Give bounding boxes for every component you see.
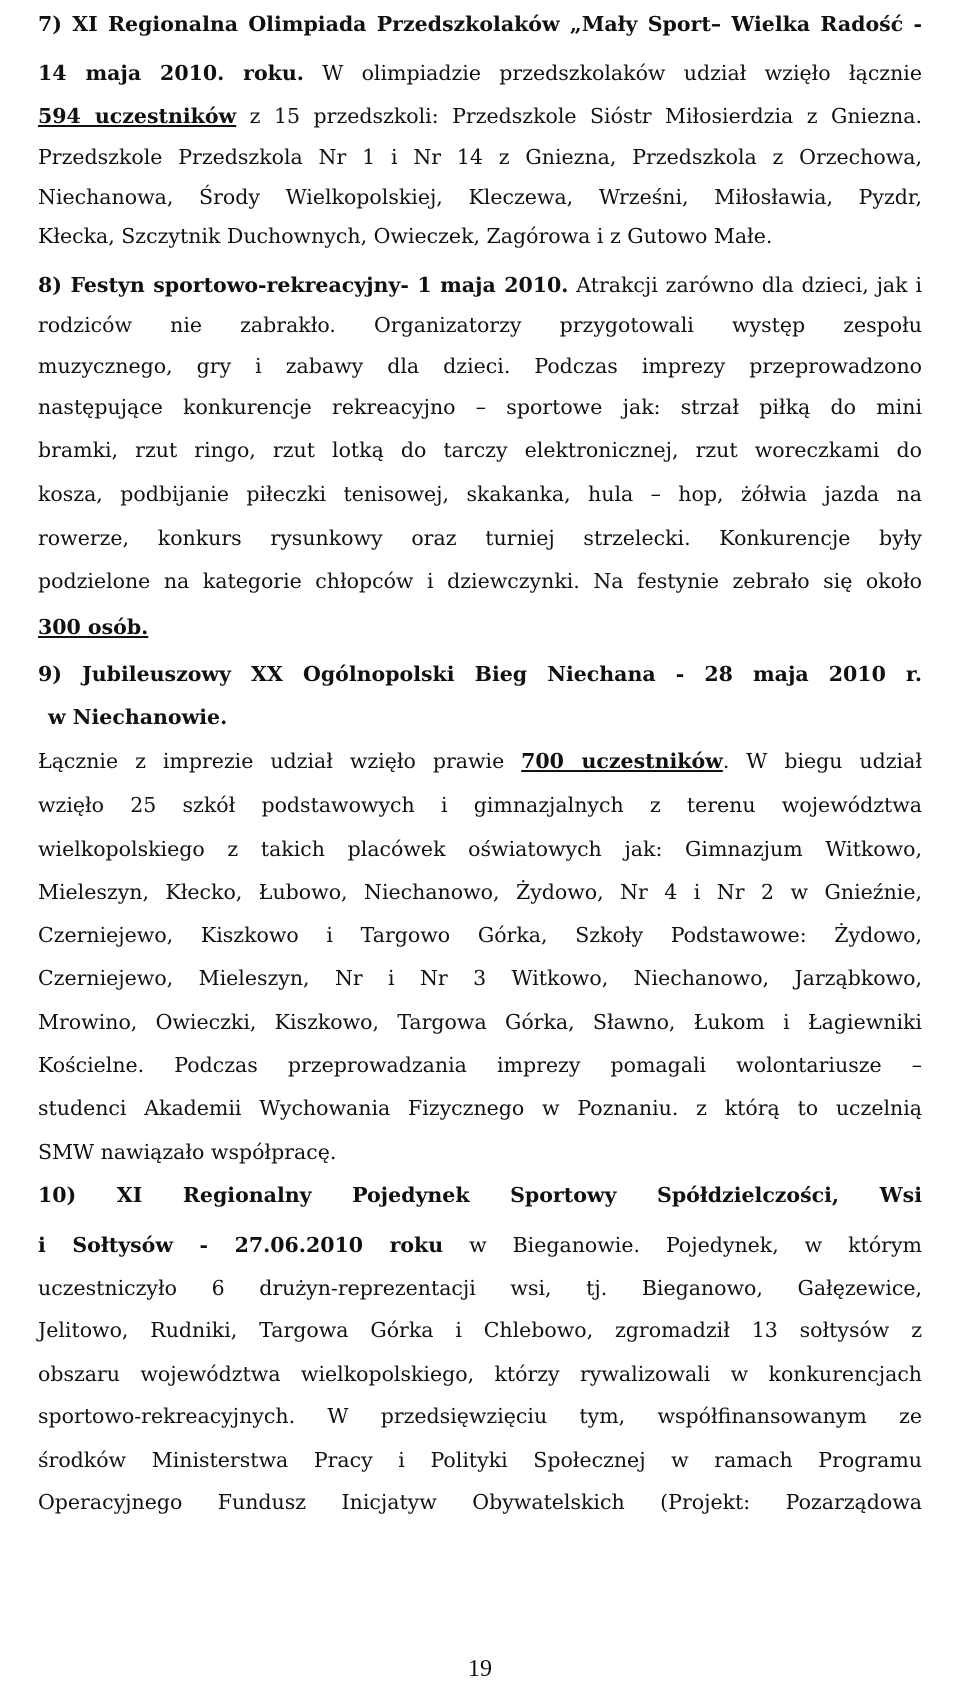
text-run: Czerniejewo, Mieleszyn, Nr i Nr 3 Witkowo, Niechanowo, Jarząbkowo, (38, 966, 922, 990)
text-line (38, 613, 922, 641)
text-run: rowerze, konkurs rysunkowy oraz turniej strzelecki. Konkurencje były (38, 526, 922, 550)
page-number: 19 (468, 1656, 492, 1682)
text-line (38, 1008, 922, 1036)
text-run: Operacyjnego Fundusz Inicjatyw Obywatelskich (Projekt: Pozarządowa (38, 1490, 922, 1514)
text-run: środków Ministerstwa Pracy i Polityki Społecznej w ramach Programu (38, 1448, 922, 1472)
text-line (38, 791, 922, 819)
bold-underlined-text: 300 osób. (38, 615, 149, 639)
bold-text: 9) Jubileuszowy XX Ogólnopolski Bieg Niechana - 28 maja 2010 r. (38, 662, 922, 686)
text-line (38, 1231, 922, 1259)
text-run: . W biegu udział (722, 749, 922, 773)
bold-text: w Niechanowie. (48, 705, 228, 729)
text-run: Jelitowo, Rudniki, Targowa Górka i Chlebowo, zgromadził 13 sołtysów z (38, 1318, 922, 1342)
text-line (38, 921, 922, 949)
bold-underlined-text: 594 uczestników (38, 104, 237, 128)
text-line (38, 102, 922, 130)
text-run: rodziców nie zabrakło. Organizatorzy przygotowali występ zespołu (38, 313, 922, 337)
text-line (38, 1051, 922, 1079)
text-run: kosza, podbijanie piłeczki tenisowej, skakanka, hula – hop, żółwia jazda na (38, 482, 922, 506)
text-line (38, 10, 922, 38)
text-run: obszaru województwa wielkopolskiego, którzy rywalizowali w konkurencjach (38, 1362, 922, 1386)
text-line (38, 1316, 922, 1344)
text-run: następujące konkurencje rekreacyjno – sportowe jak: strzał piłką do mini (38, 395, 922, 419)
text-line (38, 1274, 922, 1302)
text-run: w Bieganowie. Pojedynek, w którym (443, 1233, 922, 1257)
text-line (38, 660, 922, 688)
text-line (38, 183, 922, 211)
text-run: Atrakcji zarówno dla dzieci, jak i (568, 273, 922, 297)
text-line (38, 878, 922, 906)
text-run: studenci Akademii Wychowania Fizycznego w Poznaniu. z którą to uczelnią (38, 1096, 922, 1120)
text-run: sportowo-rekreacyjnych. W przedsięwzięciu tym, współfinansowanym ze (38, 1404, 922, 1428)
text-run: SMW nawiązało współpracę. (38, 1140, 337, 1164)
text-run: wielkopolskiego z takich placówek oświatowych jak: Gimnazjum Witkowo, (38, 837, 922, 861)
bold-text: i Sołtysów - 27.06.2010 roku (38, 1233, 444, 1257)
bold-underlined-text: 700 uczestników (521, 749, 723, 773)
text-line (38, 393, 922, 421)
bold-text: 14 maja 2010. roku. (38, 61, 304, 85)
text-line (48, 703, 922, 731)
text-line (38, 480, 922, 508)
text-line (38, 436, 922, 464)
text-run: Niechanowa, Środy Wielkopolskiej, Kleczewa, Wrześni, Miłosławia, Pyzdr, (38, 185, 922, 209)
text-line (38, 1446, 922, 1474)
bold-text: 8) Festyn sportowo-rekreacyjny- 1 maja 2010. (38, 273, 569, 297)
text-run: Kościelne. Podczas przeprowadzania imprezy pomagali wolontariusze – (38, 1053, 922, 1077)
text-line (38, 524, 922, 552)
text-line (38, 964, 922, 992)
text-line (38, 352, 922, 380)
text-line (38, 1181, 922, 1209)
text-run: muzycznego, gry i zabawy dla dzieci. Podczas imprezy przeprowadzono (38, 354, 922, 378)
text-line (38, 59, 922, 87)
bold-text: 10) XI Regionalny Pojedynek Sportowy Spółdzielczości, Wsi (38, 1183, 922, 1207)
text-line (38, 1094, 922, 1122)
text-run: Mrowino, Owieczki, Kiszkowo, Targowa Górka, Sławno, Łukom i Łagiewniki (38, 1010, 922, 1034)
text-line (38, 1402, 922, 1430)
text-run: wzięło 25 szkół podstawowych i gimnazjalnych z terenu województwa (38, 793, 922, 817)
text-line (38, 747, 922, 775)
text-run: bramki, rzut ringo, rzut lotką do tarczy elektronicznej, rzut woreczkami do (38, 438, 922, 462)
text-line (38, 1138, 922, 1166)
text-run: Czerniejewo, Kiszkowo i Targowo Górka, Szkoły Podstawowe: Żydowo, (38, 923, 922, 947)
text-line (38, 271, 922, 299)
text-run: z 15 przedszkoli: Przedszkole Sióstr Miłosierdzia z Gniezna. (236, 104, 923, 128)
text-line (38, 835, 922, 863)
text-line (38, 1488, 922, 1516)
text-run: Przedszkole Przedszkola Nr 1 i Nr 14 z Gniezna, Przedszkola z Orzechowa, (38, 145, 922, 169)
text-line (38, 311, 922, 339)
text-run: Łącznie z imprezie udział wzięło prawie (38, 749, 522, 773)
text-run: podzielone na kategorie chłopców i dziewczynki. Na festynie zebrało się około (38, 569, 922, 593)
text-run: Mieleszyn, Kłecko, Łubowo, Niechanowo, Żydowo, Nr 4 i Nr 2 w Gnieźnie, (38, 880, 922, 904)
text-line (38, 1360, 922, 1388)
text-run: uczestniczyło 6 drużyn-reprezentacji wsi, tj. Bieganowo, Gałęzewice, (38, 1276, 922, 1300)
text-run: W olimpiadzie przedszkolaków udział wzięło łącznie (303, 61, 922, 85)
bold-text: 7) XI Regionalna Olimpiada Przedszkolaków „Mały Sport– Wielka Radość - (38, 12, 922, 36)
text-line (38, 143, 922, 171)
text-line (38, 567, 922, 595)
text-line (38, 222, 922, 250)
text-run: Kłecka, Szczytnik Duchownych, Owieczek, Zagórowa i z Gutowo Małe. (38, 224, 773, 248)
